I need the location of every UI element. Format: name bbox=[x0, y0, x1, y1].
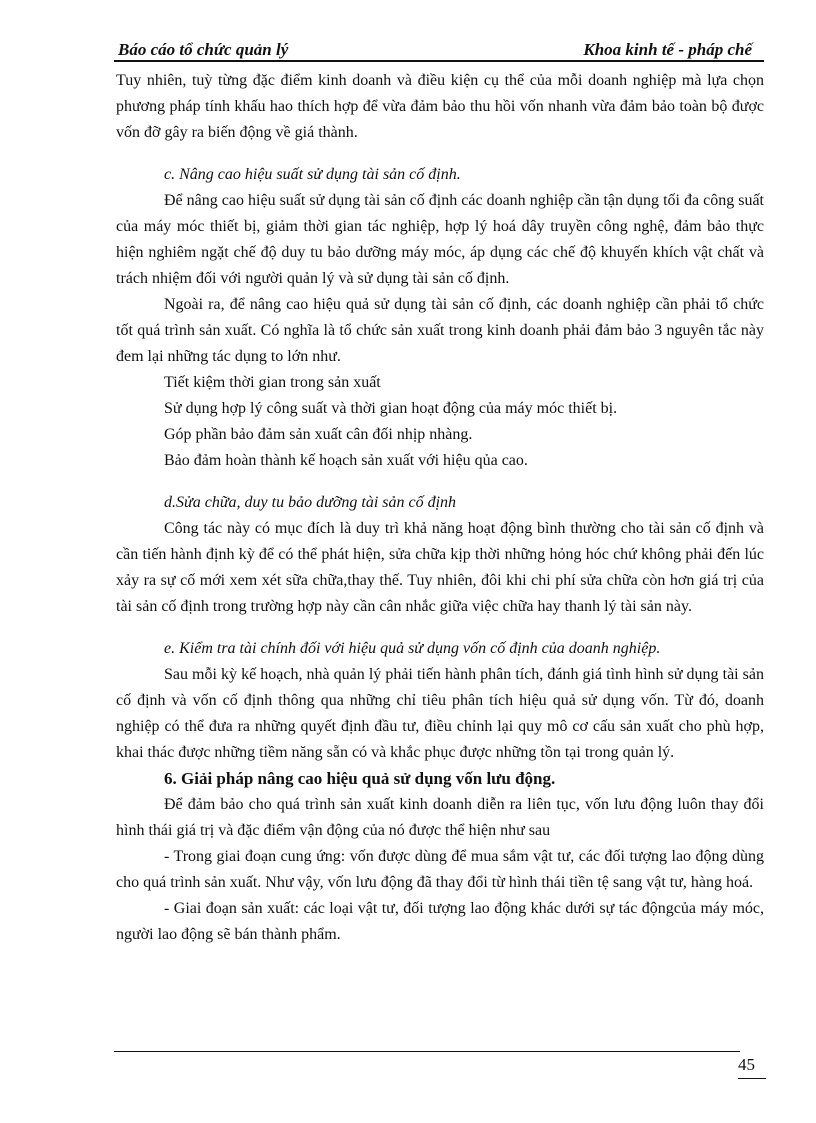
paragraph-production-organization: Ngoài ra, để nâng cao hiệu quả sử dụng tài sản cố định, các doanh nghiệp cần phải tổ chức tốt quá trình sản xuất. Có nghĩa là tổ chức sản xuất trong kinh doanh phải đảm bảo 3 nguyên tắc này đem lại những tác dụng to lớn như. bbox=[116, 296, 764, 365]
spacer bbox=[116, 474, 764, 482]
subheading-c: c. Nâng cao hiệu suất sử dụng tài sản cố định. bbox=[164, 166, 461, 183]
footer-divider bbox=[114, 1051, 740, 1052]
paragraph-maintenance: Công tác này có mục đích là duy trì khả năng hoạt động bình thường cho tài sản cố định và cần tiến hành định kỳ để có thể phát hiện, sửa chữa kịp thời những hỏng hóc chứ không phải đến lúc xảy ra sự cố mới xem xét sữa chữa,thay thế. Tuy nhiên, đôi khi chi phí sửa chữa còn hơn giá trị của tài sản cố định trong trường hợp này cần cân nhắc giữa việc chữa hay thanh lý tài sản này. bbox=[116, 520, 764, 615]
list-item: Góp phần bảo đảm sản xuất cân đối nhịp nhàng. bbox=[164, 426, 473, 443]
page-header bbox=[114, 38, 764, 62]
paragraph-asset-efficiency: Để nâng cao hiệu suất sử dụng tài sản cố định các doanh nghiệp cần tận dụng tối đa công suất của máy móc thiết bị, giảm thời gian tác nghiệp, hợp lý hoá dây truyền công nghệ, đảm bảo thực hiện nghiêm ngặt chế độ duy tu bảo dưỡng máy móc, áp dụng các chế độ khuyến khích vật chất và trách nhiệm đối với người quản lý và sử dụng tài sản cố định. bbox=[116, 192, 764, 287]
header-department: Khoa kinh tế - pháp chế bbox=[583, 40, 752, 59]
section-heading-6: 6. Giải pháp nâng cao hiệu quả sử dụng vốn lưu động. bbox=[164, 769, 556, 788]
header-divider bbox=[114, 60, 764, 62]
document-body bbox=[116, 68, 764, 948]
paragraph-working-capital: Để đảm bảo cho quá trình sản xuất kinh doanh diễn ra liên tục, vốn lưu động luôn thay đổi hình thái giá trị và đặc điểm vận động của nó được thể hiện như sau bbox=[116, 796, 764, 839]
list-item: Bảo đảm hoàn thành kế hoạch sản xuất với hiệu qủa cao. bbox=[164, 452, 528, 469]
list-item: Tiết kiệm thời gian trong sản xuất bbox=[164, 374, 381, 391]
page-number: 45 bbox=[738, 1055, 755, 1074]
header-report-title: Báo cáo tổ chức quản lý bbox=[118, 40, 289, 59]
paragraph-production-stage: - Giai đoạn sản xuất: các loại vật tư, đối tượng lao động khác dưới sự tác độngcủa máy móc, người lao động sẽ bán thành phẩm. bbox=[116, 900, 764, 943]
paragraph-financial-inspection: Sau mỗi kỳ kế hoạch, nhà quản lý phải tiến hành phân tích, đánh giá tình hình sử dụng tài sản cố định và vốn cố định thông qua những chỉ tiêu phân tích hiệu quả sử dụng vốn. Từ đó, doanh nghiệp có thể đưa ra những quyết định đầu tư, điều chỉnh lại quy mô cơ cấu sản xuất cho phù hợp, khai thác được những tiềm năng sẵn có và khắc phục được những tồn tại trong quản lý. bbox=[116, 666, 764, 761]
paragraph-supply-stage: - Trong giai đoạn cung ứng: vốn được dùng để mua sắm vật tư, các đối tượng lao động dùng cho quá trình sản xuất. Như vậy, vốn lưu động đã thay đổi từ hình thái tiền tệ sang vật tư, hàng hoá. bbox=[116, 848, 764, 891]
page-number-underline bbox=[738, 1078, 766, 1079]
spacer bbox=[116, 620, 764, 628]
paragraph-depreciation: Tuy nhiên, tuỳ từng đặc điểm kinh doanh và điều kiện cụ thể của mỗi doanh nghiệp mà lựa chọn phương pháp tính khấu hao thích hợp để vừa đảm bảo thu hồi vốn nhanh vừa đảm bảo toàn bộ được vốn đỡ gây ra biến động về giá thành. bbox=[116, 72, 764, 141]
spacer bbox=[116, 146, 764, 154]
subheading-e: e. Kiểm tra tài chính đối với hiệu quả sử dụng vốn cố định của doanh nghiệp. bbox=[164, 640, 661, 657]
list-item: Sử dụng hợp lý công suất và thời gian hoạt động của máy móc thiết bị. bbox=[164, 400, 618, 417]
subheading-d: d.Sửa chữa, duy tu bảo dưỡng tài sản cố định bbox=[164, 494, 457, 511]
